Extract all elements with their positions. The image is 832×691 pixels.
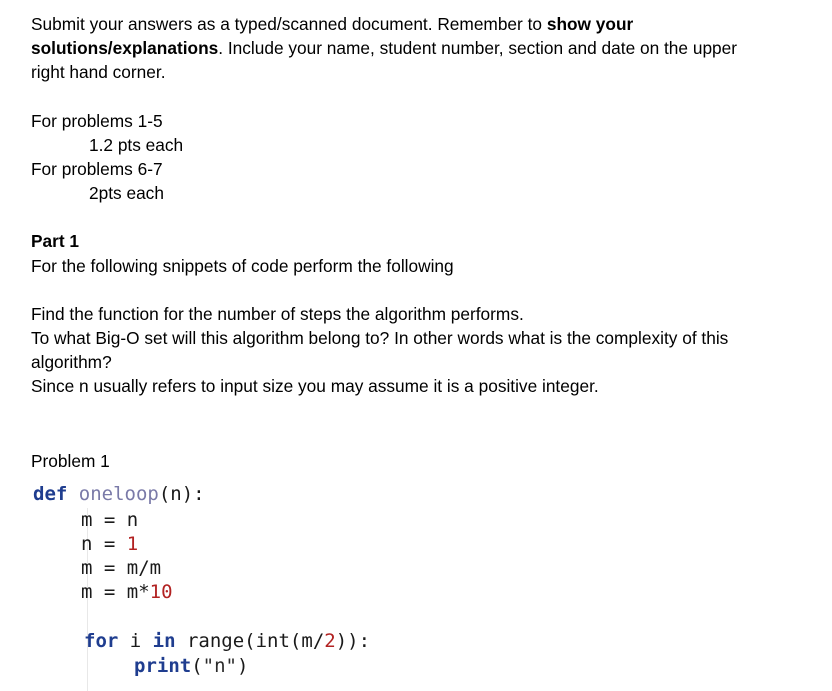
task-3: Since n usually refers to input size you may assume it is a positive integer. — [31, 376, 599, 397]
code-line-1 — [33, 482, 205, 507]
instructions-text-cont: . Include your name, student number, section and date on the upper — [218, 38, 738, 59]
instructions-emphasis-cont: solutions/explanations — [31, 38, 219, 59]
code-keyword-print: print — [134, 655, 192, 677]
instructions-line-2 — [31, 36, 821, 60]
instructions-line-3: right hand corner. — [31, 62, 166, 83]
code-loop-variable: i — [118, 630, 153, 652]
code-line-2 — [81, 508, 138, 533]
code-string: "n" — [202, 655, 237, 677]
code-expression: m* — [126, 581, 150, 603]
task-2-line-1: To what Big-O set will this algorithm belong to? In other words what is the complexity of this — [31, 328, 729, 349]
code-params: (n): — [158, 483, 205, 505]
code-punctuation: ) — [236, 655, 249, 677]
scoring-group-2-points: 2pts each — [89, 183, 164, 204]
code-punctuation: ( — [191, 655, 203, 677]
code-operator: = — [92, 509, 127, 531]
task-2-line-2: algorithm? — [31, 352, 112, 373]
problem-label: Problem 1 — [31, 451, 110, 471]
code-keyword-def: def — [33, 483, 68, 505]
code-operator: = — [92, 557, 127, 579]
instructions-text: Submit your answers as a typed/scanned document. Remember to — [31, 14, 547, 34]
instructions-document — [31, 12, 821, 399]
code-function-name: oneloop — [78, 483, 159, 505]
code-identifier: m — [81, 557, 93, 579]
code-line-3 — [81, 532, 138, 557]
code-keyword-in: in — [152, 630, 176, 652]
code-line-8 — [134, 654, 248, 679]
code-expression: m/m — [126, 557, 162, 579]
code-operator: = — [92, 533, 127, 555]
scoring-group-1-points: 1.2 pts each — [89, 134, 184, 155]
code-identifier: n — [81, 533, 93, 555]
scoring-group-2-label: For problems 6-7 — [31, 159, 163, 180]
code-identifier: m — [81, 581, 93, 603]
code-range-call: range(int(m/ — [175, 630, 325, 652]
code-line-7 — [84, 629, 370, 654]
code-number: 2 — [324, 630, 336, 652]
instructions-emphasis: show your — [546, 14, 634, 34]
part-title: Part 1 — [31, 231, 80, 252]
code-punctuation: )): — [335, 630, 371, 652]
instructions-line-1 — [31, 12, 821, 36]
part-intro: For the following snippets of code perform the following — [31, 255, 454, 276]
scoring-group-1-label: For problems 1-5 — [31, 110, 163, 131]
task-1: Find the function for the number of steps the algorithm performs. — [31, 303, 524, 324]
code-line-4 — [81, 556, 161, 581]
code-snippet — [31, 482, 451, 691]
code-number: 1 — [126, 533, 139, 555]
code-number: 10 — [149, 581, 173, 603]
code-identifier: n — [126, 509, 139, 531]
code-operator: = — [92, 581, 127, 603]
code-identifier: m — [81, 509, 93, 531]
code-keyword-for: for — [84, 630, 119, 652]
code-line-5 — [81, 580, 173, 605]
